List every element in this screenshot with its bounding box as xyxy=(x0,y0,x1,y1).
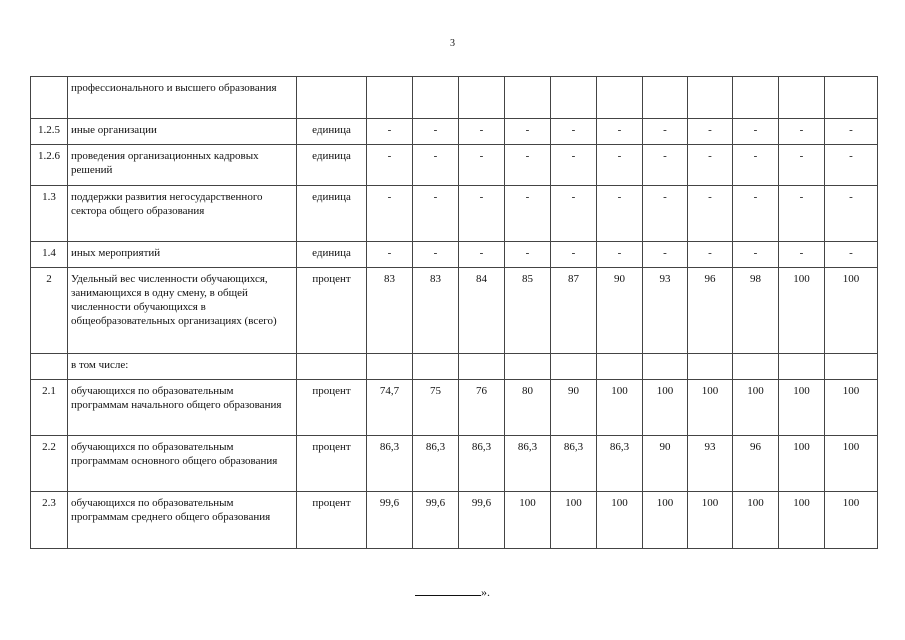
value-cell: 75 xyxy=(413,380,459,436)
value-cell: 100 xyxy=(597,492,643,549)
value-cell: 86,3 xyxy=(597,436,643,492)
value-cell: 96 xyxy=(733,436,779,492)
unit-of-measure: процент xyxy=(297,492,367,549)
value-cell: - xyxy=(779,119,825,145)
table-row xyxy=(31,145,878,186)
value-cell: 86,3 xyxy=(551,436,597,492)
value-cell: 93 xyxy=(688,436,733,492)
signature-line xyxy=(415,584,481,596)
unit-of-measure: процент xyxy=(297,380,367,436)
indicator-name: иные организации xyxy=(68,119,297,145)
value-cell: 90 xyxy=(597,268,643,354)
page-number: 3 xyxy=(450,38,455,49)
value-cell: 100 xyxy=(597,380,643,436)
value-cell: 98 xyxy=(733,268,779,354)
value-cell: - xyxy=(688,145,733,186)
value-cell: - xyxy=(779,242,825,268)
indicators-table xyxy=(30,76,878,549)
value-cell xyxy=(597,77,643,119)
value-cell xyxy=(367,354,413,380)
value-cell: 100 xyxy=(825,492,878,549)
value-cell xyxy=(825,354,878,380)
row-number xyxy=(31,77,68,119)
value-cell: - xyxy=(688,119,733,145)
value-cell: - xyxy=(459,119,505,145)
value-cell: - xyxy=(413,242,459,268)
row-number: 2 xyxy=(31,268,68,354)
closing-quote: ». xyxy=(481,585,490,599)
indicator-name: обучающихся по образовательным программам среднего общего образования xyxy=(68,492,297,549)
value-cell: - xyxy=(597,186,643,242)
value-cell: - xyxy=(413,119,459,145)
value-cell xyxy=(505,77,551,119)
value-cell: - xyxy=(825,242,878,268)
value-cell xyxy=(551,77,597,119)
indicator-name: проведения организационных кадровых решений xyxy=(68,145,297,186)
indicator-name: обучающихся по образовательным программам основного общего образования xyxy=(68,436,297,492)
value-cell: - xyxy=(779,186,825,242)
value-cell xyxy=(367,77,413,119)
indicator-name: Удельный вес численности обучающихся, занимающихся в одну смену, в общей численности обучающихся в общеобразовательных организациях (всего) xyxy=(68,268,297,354)
value-cell: - xyxy=(459,242,505,268)
value-cell xyxy=(597,354,643,380)
value-cell xyxy=(413,354,459,380)
value-cell: 86,3 xyxy=(367,436,413,492)
value-cell: 90 xyxy=(643,436,688,492)
table-row xyxy=(31,492,878,549)
value-cell: 100 xyxy=(688,380,733,436)
value-cell: - xyxy=(733,242,779,268)
value-cell: - xyxy=(733,145,779,186)
value-cell: 100 xyxy=(779,436,825,492)
value-cell: - xyxy=(733,186,779,242)
value-cell: 100 xyxy=(779,492,825,549)
value-cell: 87 xyxy=(551,268,597,354)
value-cell: - xyxy=(367,186,413,242)
value-cell: 100 xyxy=(505,492,551,549)
indicator-name: иных мероприятий xyxy=(68,242,297,268)
value-cell: 100 xyxy=(825,268,878,354)
value-cell: 100 xyxy=(825,436,878,492)
indicator-name: в том числе: xyxy=(68,354,297,380)
row-number: 2.1 xyxy=(31,380,68,436)
value-cell: 93 xyxy=(643,268,688,354)
value-cell: 83 xyxy=(413,268,459,354)
value-cell: - xyxy=(413,186,459,242)
value-cell: 74,7 xyxy=(367,380,413,436)
table-row xyxy=(31,242,878,268)
unit-of-measure: единица xyxy=(297,186,367,242)
value-cell: - xyxy=(367,145,413,186)
value-cell: - xyxy=(505,145,551,186)
table-row xyxy=(31,268,878,354)
value-cell: - xyxy=(597,145,643,186)
value-cell xyxy=(551,354,597,380)
value-cell: 96 xyxy=(688,268,733,354)
value-cell: 100 xyxy=(551,492,597,549)
value-cell: - xyxy=(597,242,643,268)
value-cell: 99,6 xyxy=(459,492,505,549)
value-cell: - xyxy=(505,119,551,145)
value-cell: 100 xyxy=(643,380,688,436)
value-cell: 100 xyxy=(779,380,825,436)
value-cell: - xyxy=(367,119,413,145)
value-cell xyxy=(643,354,688,380)
value-cell: 90 xyxy=(551,380,597,436)
value-cell: - xyxy=(367,242,413,268)
row-number: 2.3 xyxy=(31,492,68,549)
value-cell xyxy=(825,77,878,119)
unit-of-measure: единица xyxy=(297,119,367,145)
value-cell xyxy=(688,354,733,380)
indicator-name: обучающихся по образовательным программам начального общего образования xyxy=(68,380,297,436)
row-number xyxy=(31,354,68,380)
row-number: 2.2 xyxy=(31,436,68,492)
value-cell xyxy=(733,77,779,119)
indicator-name: поддержки развития негосударственного сектора общего образования xyxy=(68,186,297,242)
value-cell xyxy=(779,354,825,380)
table-row xyxy=(31,380,878,436)
unit-of-measure: единица xyxy=(297,145,367,186)
value-cell: 100 xyxy=(779,268,825,354)
value-cell xyxy=(505,354,551,380)
value-cell: - xyxy=(688,186,733,242)
table-row xyxy=(31,354,878,380)
value-cell: 100 xyxy=(643,492,688,549)
unit-of-measure: единица xyxy=(297,242,367,268)
row-number: 1.2.6 xyxy=(31,145,68,186)
value-cell: - xyxy=(551,145,597,186)
value-cell xyxy=(459,77,505,119)
table-row xyxy=(31,77,878,119)
value-cell: 86,3 xyxy=(505,436,551,492)
indicator-name: профессионального и высшего образования xyxy=(68,77,297,119)
value-cell: - xyxy=(779,145,825,186)
value-cell: - xyxy=(825,186,878,242)
value-cell: 76 xyxy=(459,380,505,436)
table-row xyxy=(31,436,878,492)
value-cell xyxy=(779,77,825,119)
value-cell xyxy=(643,77,688,119)
value-cell: 100 xyxy=(688,492,733,549)
unit-of-measure xyxy=(297,77,367,119)
value-cell: - xyxy=(551,119,597,145)
value-cell: - xyxy=(505,242,551,268)
value-cell: 99,6 xyxy=(367,492,413,549)
value-cell xyxy=(413,77,459,119)
value-cell: 99,6 xyxy=(413,492,459,549)
value-cell: 80 xyxy=(505,380,551,436)
row-number: 1.2.5 xyxy=(31,119,68,145)
value-cell: 86,3 xyxy=(459,436,505,492)
unit-of-measure: процент xyxy=(297,436,367,492)
value-cell: - xyxy=(825,119,878,145)
value-cell: 100 xyxy=(733,380,779,436)
value-cell: - xyxy=(505,186,551,242)
value-cell: 83 xyxy=(367,268,413,354)
value-cell: - xyxy=(551,242,597,268)
row-number: 1.3 xyxy=(31,186,68,242)
value-cell: 100 xyxy=(825,380,878,436)
value-cell: - xyxy=(643,119,688,145)
value-cell: 86,3 xyxy=(413,436,459,492)
value-cell: - xyxy=(597,119,643,145)
table-row xyxy=(31,119,878,145)
value-cell: - xyxy=(643,186,688,242)
value-cell: - xyxy=(459,186,505,242)
value-cell xyxy=(688,77,733,119)
row-number: 1.4 xyxy=(31,242,68,268)
value-cell: - xyxy=(825,145,878,186)
value-cell xyxy=(459,354,505,380)
value-cell: - xyxy=(688,242,733,268)
value-cell: - xyxy=(413,145,459,186)
unit-of-measure xyxy=(297,354,367,380)
value-cell: - xyxy=(459,145,505,186)
table-row xyxy=(31,186,878,242)
value-cell: 85 xyxy=(505,268,551,354)
value-cell: - xyxy=(643,242,688,268)
value-cell: 100 xyxy=(733,492,779,549)
unit-of-measure: процент xyxy=(297,268,367,354)
value-cell: 84 xyxy=(459,268,505,354)
value-cell: - xyxy=(643,145,688,186)
value-cell: - xyxy=(551,186,597,242)
value-cell: - xyxy=(733,119,779,145)
value-cell xyxy=(733,354,779,380)
footer-closing xyxy=(0,584,905,600)
